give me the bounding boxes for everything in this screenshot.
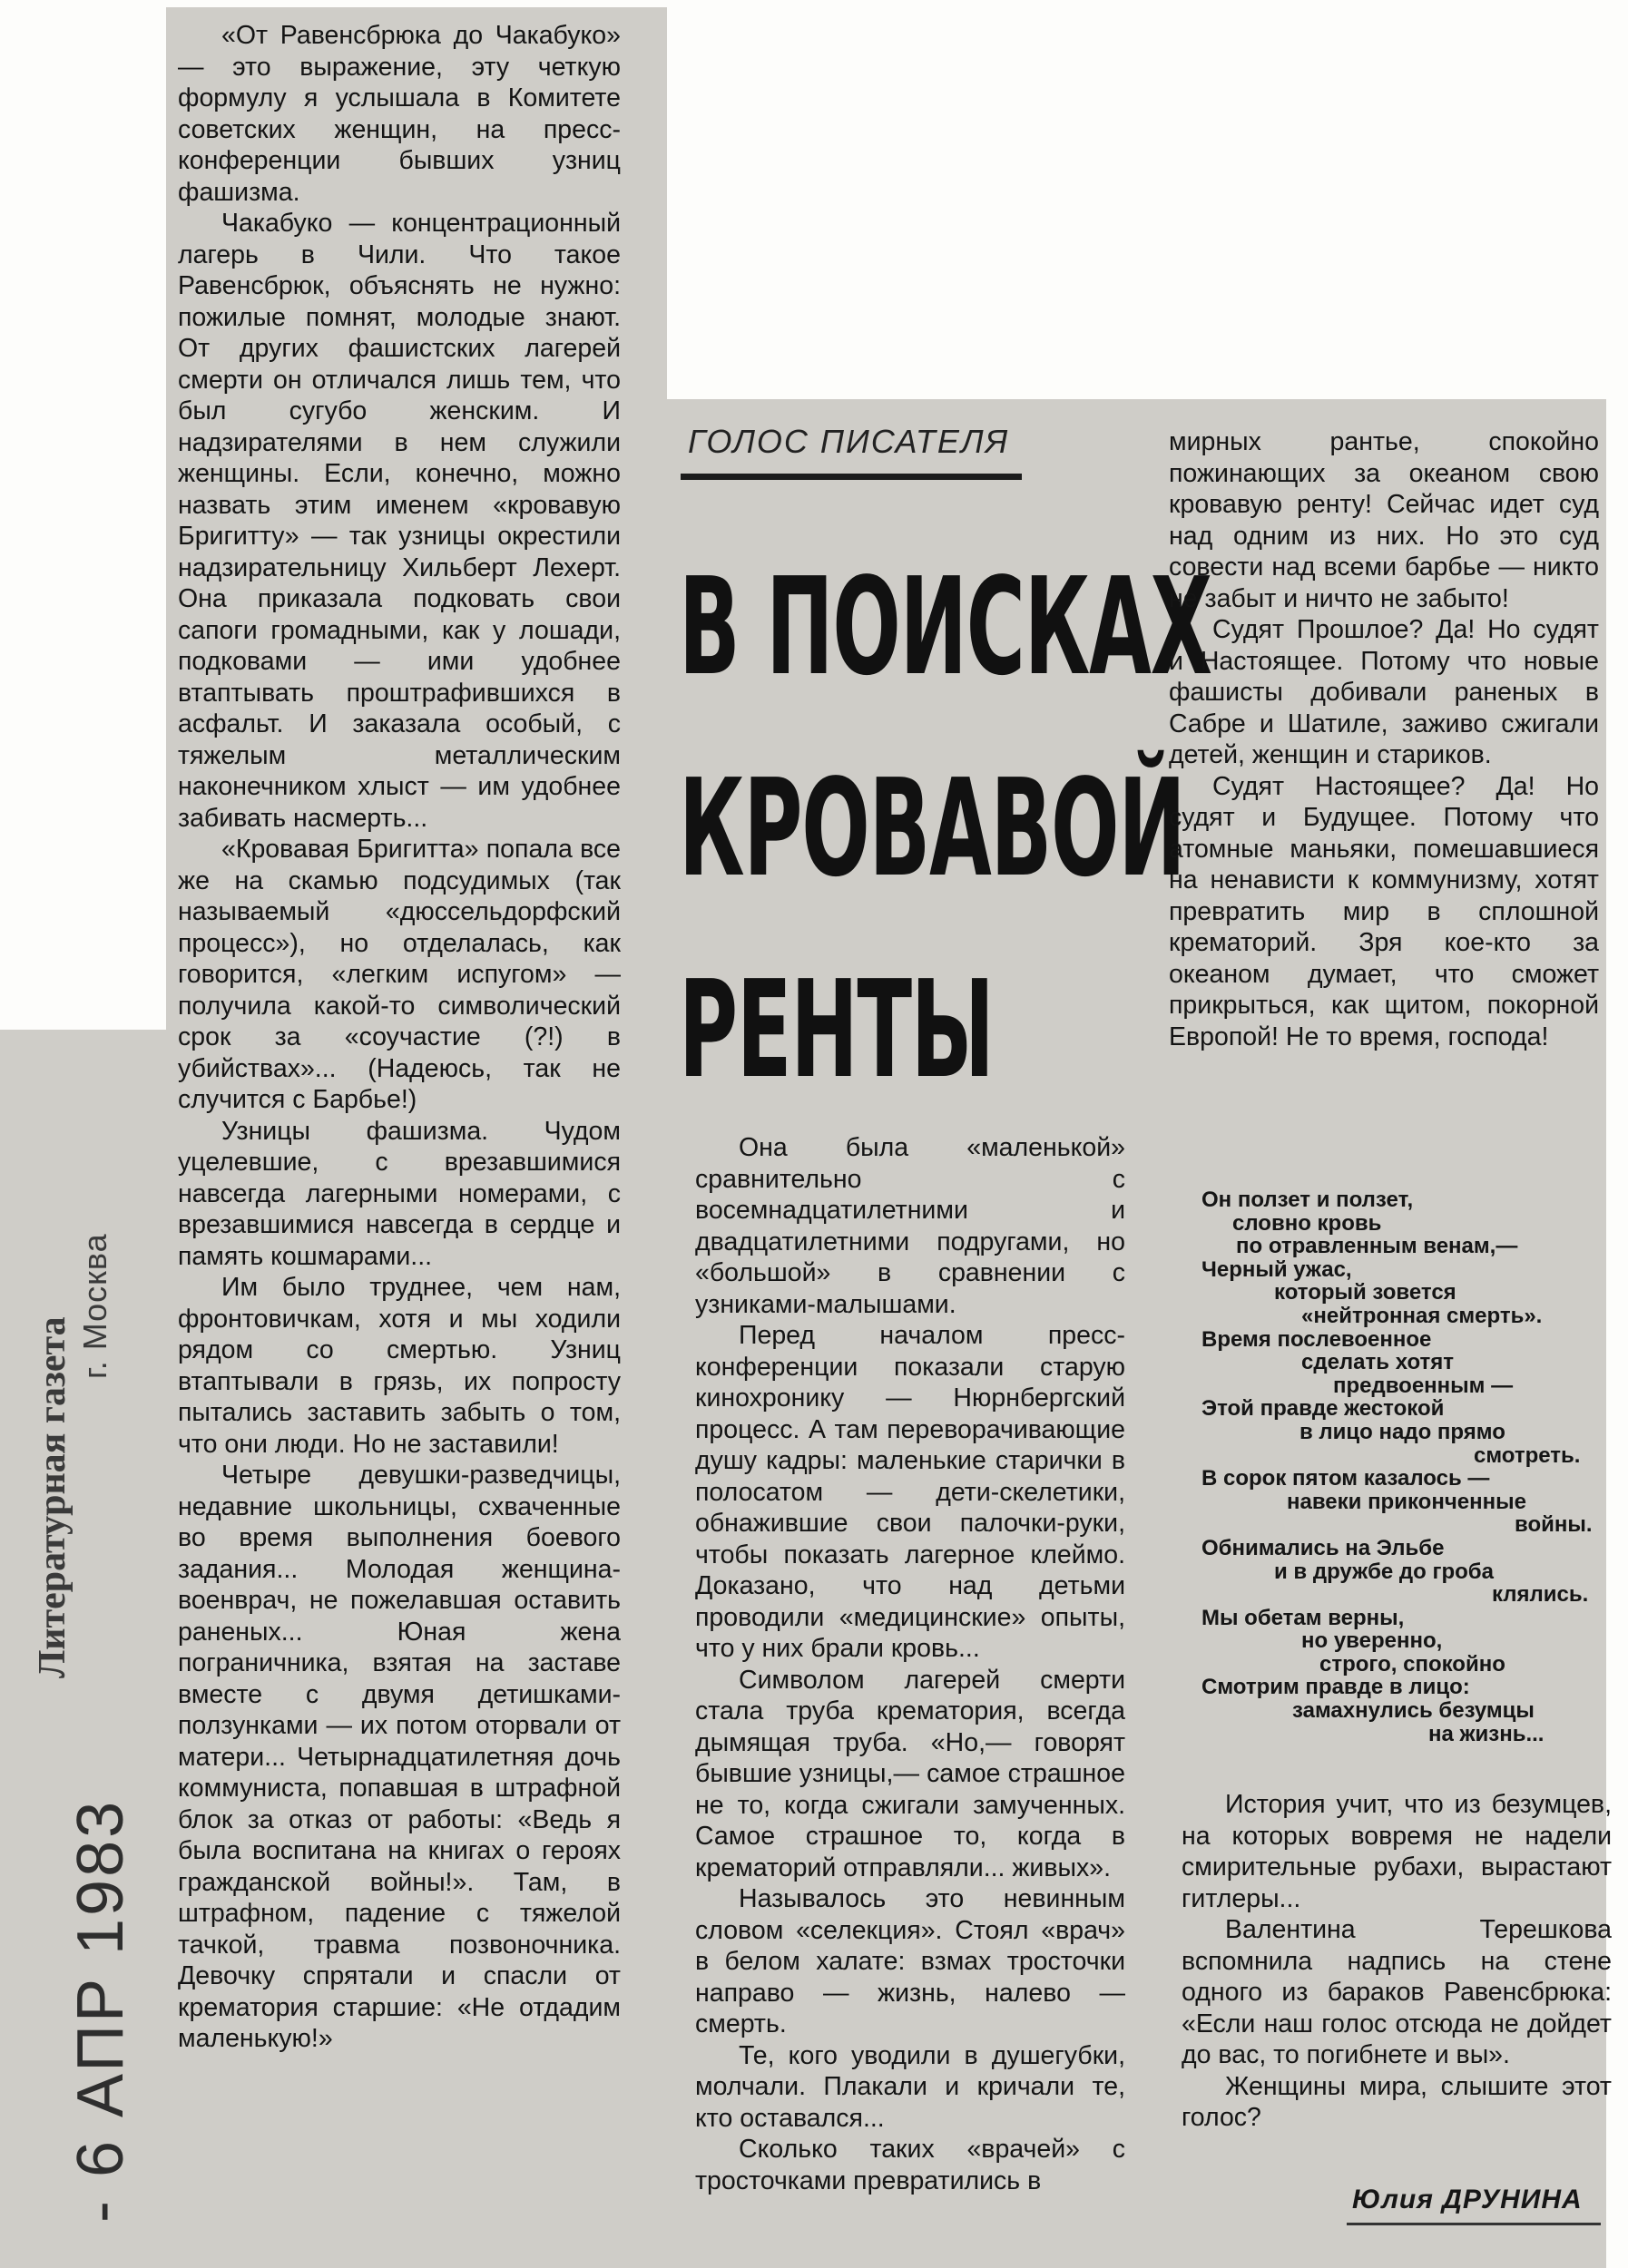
author-signature: Юлия ДРУНИНА: [1352, 2185, 1583, 2214]
poem-line: Смотрим правде в лицо:: [1201, 1675, 1470, 1700]
article-column-4: [1182, 1789, 1612, 2134]
poem-line: замахнулись безумцы: [1292, 1698, 1535, 1724]
poem-line: но уверенно,: [1301, 1628, 1443, 1654]
city-stamp: г. Москва: [76, 1233, 113, 1379]
paragraph: Им было труднее, чем нам, фронтовичкам, хотя и мы ходили рядом со смертью. Узниц втаптывали в грязь, их попросту пытались заставить забыть о том, что они люди. Но не заставили!: [178, 1273, 621, 1459]
paragraph: Перед началом пресс-конференции показали старую кинохронику — Нюрнбергский процесс. А там переворачивающие душу кадры: маленькие старички в полосатом — дети-скелетики, обнажившие свои палочки-руки, чтобы показать лагерное клеймо. Доказано, что над детьми проводили «медицинские» опыты, что у них брали кровь...: [695, 1321, 1125, 1663]
article-column-3: [1169, 426, 1599, 1052]
paragraph: «От Равенсбрюка до Чакабуко» — это выражение, эту четкую формулу я услышала в Комитете советских женщин, на пресс-конференции бывших узниц фашизма.: [178, 21, 621, 207]
poem-line: на жизнь...: [1428, 1721, 1545, 1746]
paragraph: Четыре девушки-разведчицы, недавние школьницы, схваченные во время выполнения боевого задания... Молодая женщина-военврач, не пожелавшая оставить раненых... Юная жена пограничника, взятая на заставе вместе с двумя детишками-ползунками — их потом оторвали от матери... Четырнадцатилетняя дочь коммуниста, попавшая в штрафной блок за отказ от работы: «Ведь я была воспитана на книгах о героях гражданской войны!». Там, в штрафном, падение с тяжелой тачкой, травма позвоночника. Девочку спрятали и спасли от крематория старшие: «Не отдадим маленькую!»: [178, 1461, 621, 2053]
poem-line: в лицо надо прямо: [1299, 1419, 1505, 1444]
paragraph: Узницы фашизма. Чудом уцелевшие, с врезавшимися навсегда лагерными номерами, с врезавшимися навсегда в сердце и память кошмарами...: [178, 1116, 621, 1271]
article-column-1: [178, 20, 621, 2055]
poem-line: предвоенным —: [1333, 1373, 1514, 1398]
signature-underline: [1347, 2223, 1601, 2225]
paragraph: Женщины мира, слышите этот голос?: [1182, 2071, 1612, 2132]
date-stamp: - 6 АПР 1983: [64, 1798, 137, 2223]
rubric-label: ГОЛОС ПИСАТЕЛЯ: [688, 423, 1010, 460]
poem-line: Он ползет и ползет,: [1201, 1188, 1414, 1212]
publication-stamp: Литературная газета: [32, 1316, 74, 1678]
poem-line: клялись.: [1492, 1582, 1589, 1608]
poem-line: Время послевоенное: [1201, 1326, 1432, 1352]
paragraph: мирных рантье, спокойно пожинающих за океаном свою кровавую ренту! Сейчас идет суд над одним из них. Но это суд совести над всеми барбье — никто не забыт и ничто не забыто!: [1169, 427, 1599, 613]
poem-line: войны.: [1515, 1512, 1593, 1538]
poem-line: навеки приконченные: [1287, 1489, 1526, 1514]
headline-line-3: РЕНТЫ: [679, 952, 994, 1108]
paragraph: Судят Настоящее? Да! Но судят и Будущее. Потому что атомные маньяки, помешавшиеся на ненависти к коммунизму, хотят превратить мир в сплошной крематорий. Зря кое-кто за океаном думает, что сможет прикрыться, как щитом, покорной Европой! Не то время, господа!: [1169, 771, 1599, 1051]
article-column-2: [695, 1132, 1125, 2196]
poem-line: смотреть.: [1474, 1442, 1581, 1468]
paragraph: Чакабуко — концентрационный лагерь в Чили. Что такое Равенсбрюк, объяснять не нужно: пожилые помнят, молодые знают. От других фашистских лагерей смерти он отличался лишь тем, что был сугубо женским. И надзирателями в нем служили женщины. Если, конечно, можно назвать этим именем «кровавую Бригитту» — так узницы окрестили надзирательницу Хильберт Лехерт. Она приказала подковать свои сапоги громадными, как у лошади, подковами — ими удобнее втаптывать проштрафившихся в асфальт. И заказала особый, с тяжелым металлическим наконечником хлыст — им удобнее забивать насмерть...: [178, 209, 621, 833]
poem-block: [1201, 1188, 1606, 1745]
paragraph: «Кровавая Бригитта» попала все же на скамью подсудимых (так называемый «дюссельдорфский процесс»), но отделалась, как говорится, «легким испугом» — получила какой-то символический срок за «соучастие (?!) в убийствах»... (Надеюсь, так не случится с Барбье!): [178, 835, 621, 1114]
poem-line: Этой правде жестокой: [1201, 1396, 1445, 1422]
paragraph: Она была «маленькой» сравнительно с восемнадцатилетними и двадцатилетними подругами, но «большой» в сравнении с узниками-малышами.: [695, 1133, 1125, 1319]
poem-line: словно кровь: [1232, 1210, 1382, 1236]
poem-line: сделать хотят: [1301, 1350, 1455, 1375]
poem-line: и в дружбе до гроба: [1274, 1559, 1494, 1584]
poem-line: Мы обетам верны,: [1201, 1605, 1405, 1630]
paragraph: Называлось это невинным словом «селекция». Стоял «врач» в белом халате: взмах тросточки направо — жизнь, налево — смерть.: [695, 1884, 1125, 2038]
poem-line: по отравленным венам,—: [1236, 1234, 1518, 1259]
poem-line: «нейтронная смерть».: [1301, 1303, 1543, 1328]
paragraph: Символом лагерей смерти стала труба крематория, всегда дымящая труба. «Но,— говорят бывшие узницы,— самое страшное не то, когда сжигали замученных. Самое страшное то, когда в крематорий отправляли... живых».: [695, 1665, 1125, 1882]
paragraph: Валентина Терешкова вспомнила надпись на стене одного из бараков Равенсбрюка: «Если наш голос отсюда не дойдет до вас, то погибнете и вы».: [1182, 1915, 1612, 2069]
poem-line: В сорок пятом казалось —: [1201, 1466, 1490, 1491]
headline-line-1: В ПОИСКАХ: [679, 549, 1211, 705]
poem-line: Черный ужас,: [1201, 1256, 1352, 1282]
article-headline: [679, 526, 1211, 1130]
paragraph: История учит, что из безумцев, на которых вовремя не надели смирительные рубахи, вырастают гитлеры...: [1182, 1790, 1612, 1913]
headline-line-2: КРОВАВОЙ: [679, 750, 1185, 906]
paragraph: Судят Прошлое? Да! Но судят и Настоящее. Потому что новые фашисты добивали раненых в Сабре и Шатиле, заживо сжигали детей, женщин и стариков.: [1169, 615, 1599, 769]
paragraph: Сколько таких «врачей» с тросточками превратились в: [695, 2135, 1125, 2195]
poem-line: строго, спокойно: [1319, 1651, 1505, 1677]
rubric-underline: [681, 474, 1022, 480]
poem-line: Обнимались на Эльбе: [1201, 1535, 1445, 1560]
poem-line: который зовется: [1274, 1280, 1456, 1305]
paragraph: Те, кого уводили в душегубки, молчали. Плакали и кричали те, кто оставался...: [695, 2040, 1125, 2133]
